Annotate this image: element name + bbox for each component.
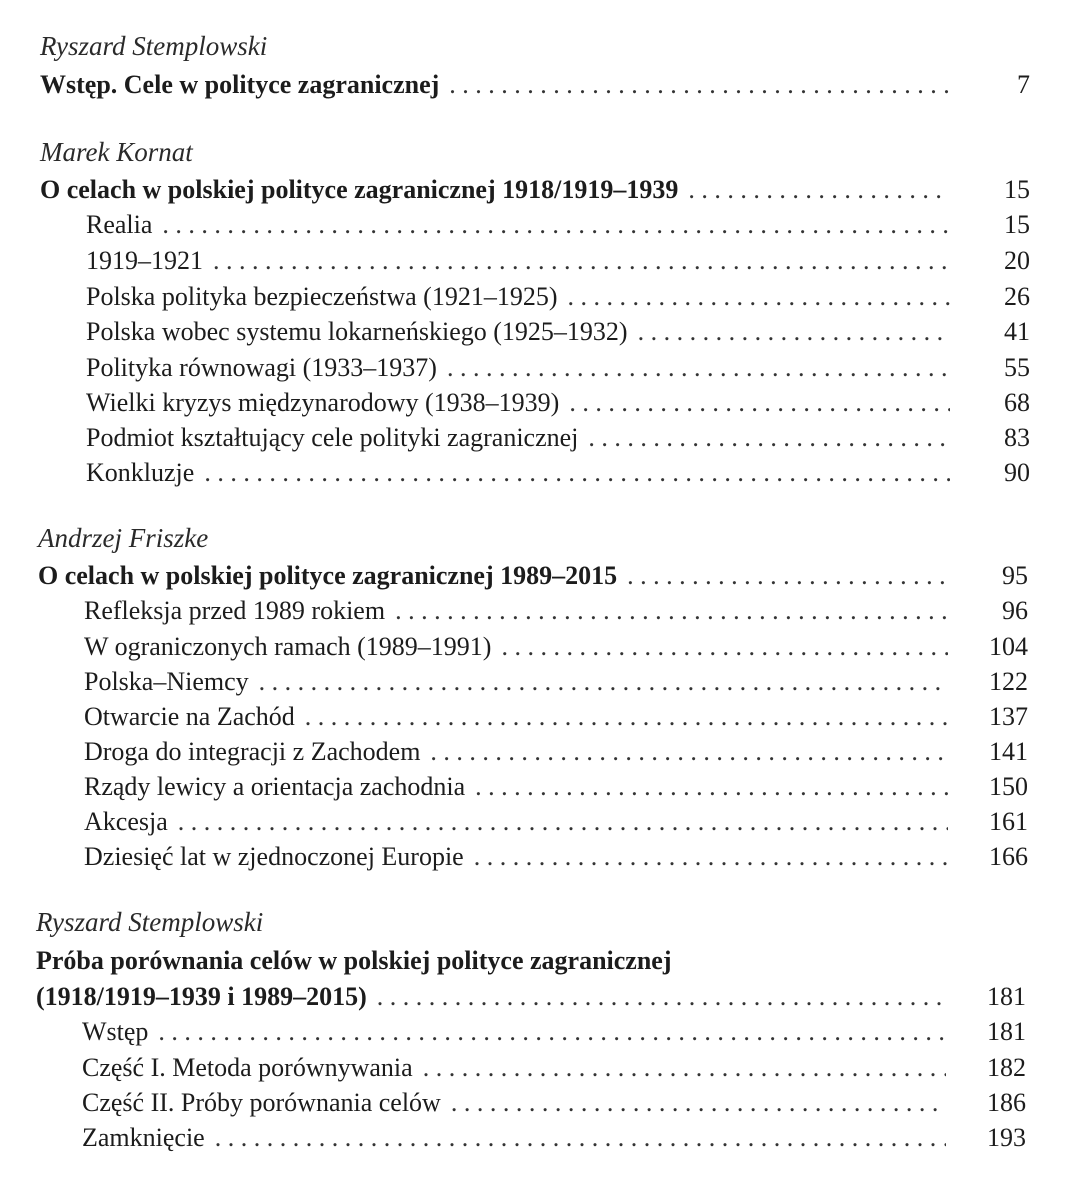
entry-title: 1919–1921 [86,246,203,275]
entry-title: Realia [86,210,153,239]
page-number: 181 [987,1017,1026,1046]
entry-title: Polska–Niemcy [84,667,249,696]
toc-entry-row[interactable] [84,702,1028,736]
dot-leader [430,737,948,767]
toc-entry-row[interactable] [84,737,1028,771]
dot-leader [213,246,950,276]
dot-leader [377,982,946,1012]
dot-leader [215,1123,946,1153]
page-number: 26 [1004,282,1030,311]
page-number: 150 [989,772,1028,801]
dot-leader [638,317,950,347]
page-number: 20 [1004,246,1030,275]
dot-leader [162,210,950,240]
chapter-title: (1918/1919–1939 i 1989–2015) [36,982,367,1011]
page-number: 15 [1004,175,1030,204]
entry-title: Polska wobec systemu lokarneńskiego (1925–1932) [86,317,628,346]
toc-chapter-row[interactable] [40,175,1030,209]
chapter-title: Wstęp. Cele w polityce zagranicznej [40,70,440,99]
section-author: Ryszard Stemplowski [40,31,268,61]
dot-leader [588,423,950,453]
toc-entry-row[interactable] [82,1017,1026,1051]
toc-entry-row[interactable] [86,246,1030,280]
dot-leader [178,807,948,837]
entry-title: Polska polityka bezpieczeństwa (1921–1925) [86,282,558,311]
dot-leader [474,842,948,872]
page-number: 90 [1004,458,1030,487]
page-number: 55 [1004,353,1030,382]
toc-entry-row[interactable] [86,353,1030,387]
toc-entry-row[interactable] [82,1123,1026,1157]
toc-entry-row[interactable] [86,210,1030,244]
section-author: Ryszard Stemplowski [36,907,264,937]
page-number: 104 [989,632,1028,661]
dot-leader [447,353,950,383]
page-number: 41 [1004,317,1030,346]
dot-leader [449,70,950,100]
dot-leader [423,1053,946,1083]
toc-entry-row[interactable] [82,1088,1026,1122]
toc-entry-row[interactable] [84,772,1028,806]
dot-leader [688,175,950,205]
chapter-title: O celach w polskiej polityce zagranicznej 1918/1919–1939 [40,175,679,204]
toc-entry-row[interactable] [86,388,1030,422]
page-number: 193 [987,1123,1026,1152]
toc-chapter-row[interactable] [36,982,1026,1016]
dot-leader [204,458,950,488]
page-number: 122 [989,667,1028,696]
entry-title: Otwarcie na Zachód [84,702,295,731]
entry-title: Część I. Metoda porównywania [82,1053,413,1082]
dot-leader [501,632,948,662]
toc-entry-row[interactable] [84,807,1028,841]
page-number: 7 [1017,70,1030,99]
page-number: 181 [987,982,1026,1011]
entry-title: Polityka równowagi (1933–1937) [86,353,437,382]
toc-entry-row[interactable] [86,423,1030,457]
page-number: 96 [1002,596,1028,625]
dot-leader [395,596,948,626]
page-number: 182 [987,1053,1026,1082]
page-number: 83 [1004,423,1030,452]
entry-title: Rządy lewicy a orientacja zachodnia [84,772,466,801]
page-number: 137 [989,702,1028,731]
entry-title: Refleksja przed 1989 rokiem [84,596,386,625]
dot-leader [259,667,948,697]
entry-title: Wielki kryzys międzynarodowy (1938–1939) [86,388,560,417]
toc-chapter-row[interactable] [38,561,1028,595]
toc-entry-row[interactable] [86,282,1030,316]
page-number: 161 [989,807,1028,836]
entry-title: W ograniczonych ramach (1989–1991) [84,632,492,661]
page-number: 68 [1004,388,1030,417]
chapter-title-line1: Próba porównania celów w polskiej polityce zagranicznej [36,946,672,975]
dot-leader [568,282,951,312]
dot-leader [451,1088,946,1118]
toc-entry-row[interactable] [84,667,1028,701]
dot-leader [627,561,948,591]
section-author: Andrzej Friszke [38,523,209,553]
page-number: 15 [1004,210,1030,239]
page-number: 186 [987,1088,1026,1117]
toc-entry-row[interactable] [84,596,1028,630]
entry-title: Zamknięcie [82,1123,205,1152]
section-author: Marek Kornat [40,137,193,167]
entry-title: Część II. Próby porównania celów [82,1088,441,1117]
page-number: 141 [989,737,1028,766]
dot-leader [569,388,950,418]
page-number: 95 [1002,561,1028,590]
entry-title: Akcesja [84,807,168,836]
toc-entry-row[interactable] [86,458,1030,492]
entry-title: Podmiot kształtujący cele polityki zagranicznej [86,423,579,452]
toc-entry-row[interactable] [84,842,1028,876]
toc-entry-row[interactable] [82,1053,1026,1087]
entry-title: Dziesięć lat w zjednoczonej Europie [84,842,464,871]
entry-title: Konkluzje [86,458,195,487]
toc-chapter-row[interactable] [40,70,1030,104]
dot-leader [305,702,948,732]
toc-entry-row[interactable] [86,317,1030,351]
dot-leader [475,772,948,802]
entry-title: Droga do integracji z Zachodem [84,737,421,766]
page-number: 166 [989,842,1028,871]
toc-entry-row[interactable] [84,632,1028,666]
chapter-title: O celach w polskiej polityce zagranicznej 1989–2015 [38,561,618,590]
entry-title: Wstęp [82,1017,149,1046]
dot-leader [158,1017,946,1047]
